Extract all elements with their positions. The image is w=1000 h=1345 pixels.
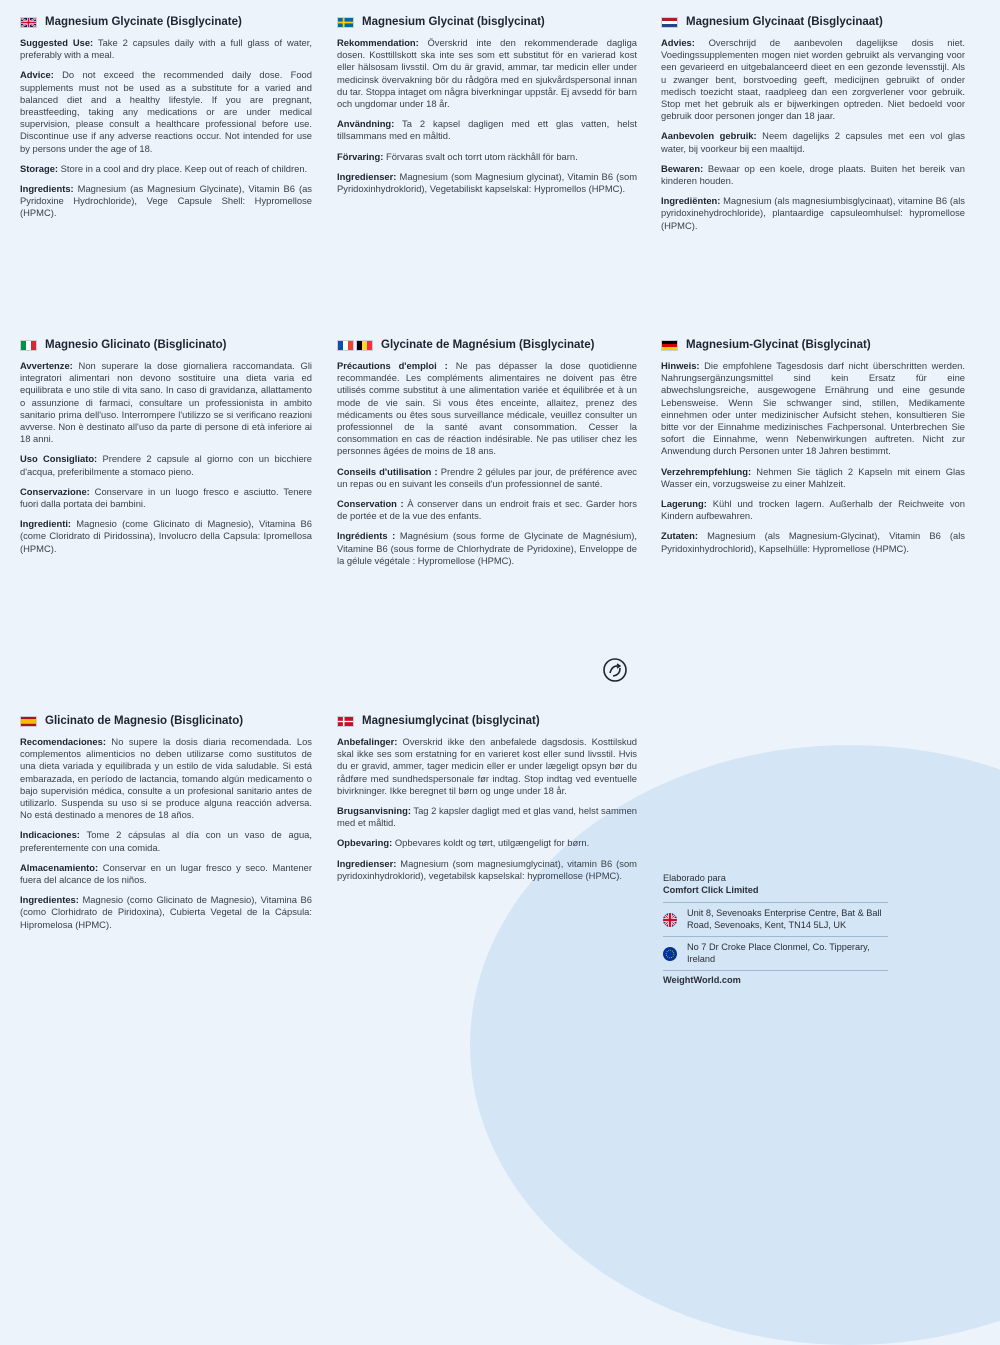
ingredients: Zutaten: Magnesium (als Magnesium-Glycinat), Vitamin B6 (als Pyridoxinhydrochlorid), Kapselhülle: Hypromellose (HPMC). — [661, 530, 965, 554]
section-swedish — [337, 16, 637, 203]
suggested-use: Aanbevolen gebruik: Neem dagelijks 2 capsules met een vol glas water, bij voorkeur bij een maaltijd. — [661, 130, 965, 154]
ingredients: Ingredienti: Magnesio (come Glicinato di Magnesio), Vitamina B6 (come Cloridrato di Piridossina), Involucro della Capsula: Ipromellosa (HPMC). — [20, 518, 312, 554]
suggested-use: Uso Consigliato: Prendere 2 capsule al giorno con un bicchiere d'acqua, preferibilmente a stomaco pieno. — [20, 453, 312, 477]
section-german — [661, 339, 965, 563]
section-italian — [20, 339, 312, 563]
section-title-text: Magnesiumglycinat (bisglycinat) — [362, 715, 540, 727]
section-title — [337, 16, 637, 28]
storage: Lagerung: Kühl und trocken lagern. Außerhalb der Reichweite von Kindern aufbewahren. — [661, 498, 965, 522]
denmark-flag-icon — [337, 716, 354, 727]
storage: Bewaren: Bewaar op een koele, droge plaats. Buiten het bereik van kinderen houden. — [661, 162, 965, 187]
section-title — [337, 339, 637, 351]
uk-flag-icon — [663, 913, 677, 927]
ingredients: Ingrédients : Magnésium (sous forme de Glycinate de Magnésium), Vitamine B6 (sous forme de Chlorhydrate de Pyridoxine), Enveloppe de la gélule végétale : Hypromellose (HPMC). — [337, 530, 637, 566]
storage: Storage: Store in a cool and dry place. Keep out of reach of children. — [20, 162, 308, 174]
italy-flag-icon — [20, 340, 37, 351]
address-uk: Unit 8, Sevenoaks Enterprise Centre, Bat & Ball Road, Sevenoaks, Kent, TN14 5LJ, UK — [663, 902, 888, 936]
section-title-text: Magnesium Glycinate (Bisglycinate) — [45, 16, 242, 28]
company-name: Comfort Click Limited — [663, 885, 759, 895]
section-english — [20, 16, 312, 228]
section-french — [337, 339, 637, 575]
ingredients: Ingredienser: Magnesium (som Magnesium glycinat), Vitamin B6 (som Pyridoxinhydroklorid), Vegetabiliskt kapselskal: Hypromellos (HPMC). — [337, 170, 637, 195]
section-spanish — [20, 715, 312, 939]
ingredients: Ingredients: Magnesium (as Magnesium Glycinate), Vitamin B6 (as Pyridoxine Hydrochloride), Vege Capsule Shell: Hypromellose (HPMC). — [20, 183, 312, 219]
ingredients: Ingredienser: Magnesium (som magnesiumglycinat), vitamin B6 (som pyridoxinhydroklorid), vegetabilsk kapselskal: hypromellose (HPMC). — [337, 857, 637, 881]
manufacturer-info — [663, 872, 888, 985]
section-danish — [337, 715, 637, 890]
ingredients: Ingrediënten: Magnesium (als magnesiumbisglycinaat), vitamine B6 (als pyridoxinehydrochloride), plantaardige capsuleomhulsel: hypromellose (HPMC). — [661, 195, 965, 231]
notice: Hinweis: Die empfohlene Tagesdosis darf nicht überschritten werden. Nahrungsergänzungsmittel sind kein Ersatz für eine abwechslungsreiche, ausgewogene Ernährung und eine gesunde Lebensweise. Wenn Sie schwanger sind, stillen, Medikamente einnehmen oder unter medizinischer Aufsicht stehen, konsultieren Sie bitte vor der Einnahme medizinisches Fachpersonal. Unterbrechen Sie sofort die Einnahme, wenn Nebenwirkungen auftreten. Nicht zur Anwendung durch Personen unter 18 Jahren bestimmt. — [661, 360, 965, 457]
section-title — [661, 16, 965, 28]
uk-flag-icon — [20, 17, 37, 28]
made-for-label: Elaborado para — [663, 873, 726, 883]
france-flag-icon — [337, 340, 354, 351]
section-title-text: Magnesium-Glycinat (Bisglycinat) — [686, 339, 871, 351]
netherlands-flag-icon — [661, 17, 678, 28]
suggested-use: Indicaciones: Tome 2 cápsulas al día con un vaso de agua, preferentemente con una comida. — [20, 829, 312, 853]
section-title — [20, 715, 312, 727]
eu-flag-icon — [663, 947, 677, 961]
section-title-text: Glycinate de Magnésium (Bisglycinate) — [381, 339, 595, 351]
storage: Opbevaring: Opbevares koldt og tørt, utilgængeligt for børn. — [337, 837, 590, 849]
section-title — [20, 339, 312, 351]
germany-flag-icon — [661, 340, 678, 351]
belgium-flag-icon — [356, 340, 373, 351]
usage: Användning: Ta 2 kapsel dagligen med ett glas vatten, helst tillsammans med en måltid. — [337, 118, 637, 142]
section-title-text: Magnesium Glycinat (bisglycinat) — [362, 16, 545, 28]
storage: Almacenamiento: Conservar en un lugar fresco y seco. Mantener fuera del alcance de los niños. — [20, 861, 312, 886]
sweden-flag-icon — [337, 17, 354, 28]
precautions: Précautions d'emploi : Ne pas dépasser la dose quotidienne recommandée. Les compléments alimentaires ne doivent pas être utilisés comme substitut à une alimentation variée et équilibrée et à un mode de vie sain. Si vous êtes enceinte, allaitez, prenez des médicaments ou êtes sous surveillance médicale, veuillez consulter un professionnel de la santé avant consommation. Cesser la consommation en cas de réaction indésirable. Ne pas utiliser chez les personnes âgées de moins de 18 ans. — [337, 360, 637, 457]
suggested-use: Brugsanvisning: Tag 2 kapsler dagligt med et glas vand, helst sammen med et måltid. — [337, 805, 637, 829]
storage: Conservazione: Conservare in un luogo fresco e asciutto. Tenere fuori dalla portata dei bambini. — [20, 485, 312, 510]
recommendations: Anbefalinger: Overskrid ikke den anbefalede dagsdosis. Kosttilskud skal ikke ses som erstatning for en varieret kost eller sund livsstil. Hvis du er gravid, ammer, tager medicin eller er under lægeligt opsyn bør du rådføre med sundhedspersonale før indtag. Stop indtag ved eventuelle bivirkninger. Ikke beregnet til børn og unge under 18 år. — [337, 736, 637, 796]
ingredients: Ingredientes: Magnesio (como Glicinato de Magnesio), Vitamina B6 (como Clorhidrato de Piridoxina), Cubierta Vegetal de la Cápsula: Hipromelosa (HPMC). — [20, 894, 312, 930]
recycle-symbol-icon — [602, 657, 628, 683]
section-title-text: Magnesio Glicinato (Bisglicinato) — [45, 339, 227, 351]
storage: Conservation : À conserver dans un endroit frais et sec. Garder hors de portée et de la vue des enfants. — [337, 498, 637, 522]
website-link[interactable]: WeightWorld.com — [663, 970, 888, 985]
section-title — [661, 339, 965, 351]
advice: Advies: Overschrijd de aanbevolen dagelijkse dosis niet. Voedingssupplementen mogen niet worden gebruikt als vervanging voor een gevarieerd en uitgebalanceerd dieet en een gezonde levensstijl. Als u zwanger bent, borstvoeding geeft, medicijnen gebruikt of onder medisch toezicht staat, raadpleeg dan een zorgverlener voor gebruik. Stop met het gebruik als er bijwerkingen optreden. Niet bedoeld voor gebruik door personen jonger dan 18 jaar. — [661, 37, 965, 122]
section-title-text: Glicinato de Magnesio (Bisglicinato) — [45, 715, 244, 727]
recommendations: Recomendaciones: No supere la dosis diaria recomendada. Los complementos alimenticios no deben utilizarse como sustitutos de una dieta variada y equilibrada y un estilo de vida saludable. Si está embarazada, en período de lactancia, tomando algún medicamento o bajo supervisión médica, consulte a un profesional sanitario antes de utilizarlo. Suspenda su uso si se produce alguna reacción adversa. No está destinado a menores de 18 años. — [20, 736, 312, 821]
address-ireland: No 7 Dr Croke Place Clonmel, Co. Tipperary, Ireland — [663, 936, 888, 970]
spain-flag-icon — [20, 716, 37, 727]
section-title — [337, 715, 637, 727]
advice: Advice: Do not exceed the recommended daily dose. Food supplements must not be used as a substitute for a varied and balanced diet and a healthy lifestyle. If you are pregnant, breastfeeding, taking any medications or are under medical supervision, please consult a healthcare professional before use. Discontinue use if any adverse reactions occur. Not intended for use by persons under the age of 18. — [20, 69, 312, 154]
suggested-use: Conseils d'utilisation : Prendre 2 gélules par jour, de préférence avec un repas ou en suivant les conseils d'un professionnel de santé. — [337, 465, 637, 489]
suggested-use: Suggested Use: Take 2 capsules daily with a full glass of water, preferably with a meal. — [20, 37, 312, 61]
warnings: Avvertenze: Non superare la dose giornaliera raccomandata. Gli integratori alimentari non devono sostituire una dieta varia ed equilibrata e uno stile di vita sano. In caso di gravidanza, allattamento o assunzione di farmaci, consultare un professionista in ambito sanitario prima dell'uso. Interrompere l'utilizzo se si verificano reazioni avverse. Non è destinato all'uso da parte di persone di età inferiore ai 18 anni. — [20, 360, 312, 445]
storage: Förvaring: Förvaras svalt och torrt utom räckhåll för barn. — [337, 150, 578, 162]
section-dutch — [661, 16, 965, 240]
suggested-use: Verzehrempfehlung: Nehmen Sie täglich 2 Kapseln mit einem Glas Wasser ein, vorzugsweise zu einer Mahlzeit. — [661, 465, 965, 489]
section-title-text: Magnesium Glycinaat (Bisglycinaat) — [686, 16, 883, 28]
section-title — [20, 16, 312, 28]
recommendation: Rekommendation: Överskrid inte den rekommenderade dagliga dosen. Kosttillskott ska inte ses som ett substitut för en varierad kost eller hälsosam livsstil. Om du är gravid, ammar, tar medicin eller under medicinsk övervakning bör du rådgöra med en sjukvårdspersonal innan du tar. Stoppa intaget om några biverkningar uppstår. Ej avsedd för barn och ungdomar under 18 år. — [337, 37, 637, 110]
